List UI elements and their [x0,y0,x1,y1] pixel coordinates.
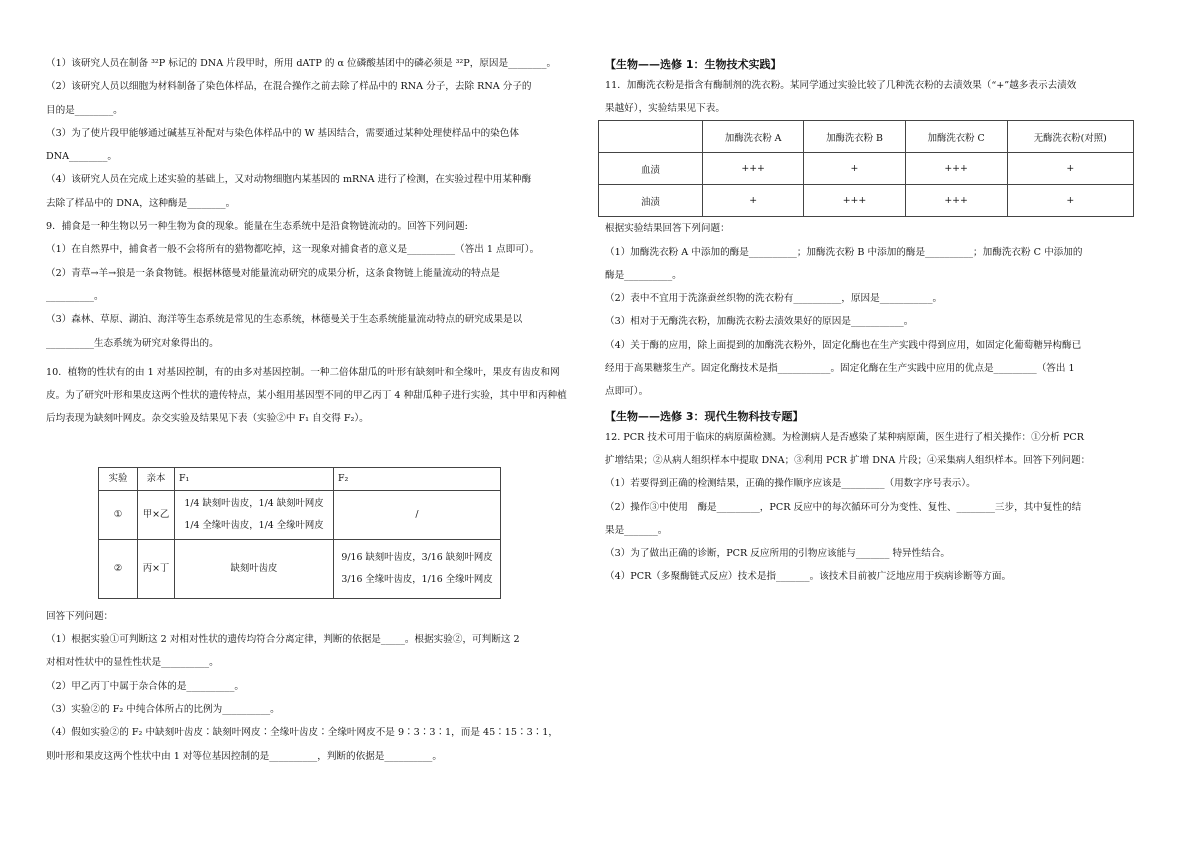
genetics-table [98,467,501,599]
q8-2-line1: （2）该研究人员以细胞为材料制备了染色体样品，在混合操作之前去除了样品中的 RNA 分子，去除 RNA 分子的 [46,81,532,93]
q8-3-line1: （3）为了使片段甲能够通过碱基互补配对与染色体样品中的 W 基因结合，需要通过某种处理使样品中的染色体 [46,127,519,139]
cell-stain: 油渍 [599,185,703,217]
q11-line2: 果越好），实验结果见下表。 [605,103,725,115]
th-control: 无酶洗衣粉(对照) [1007,121,1133,153]
q8-3-line2: DNA________。 [46,151,117,163]
cell-f2-line2: 3/16 全缘叶齿皮，1/16 全缘叶网皮 [341,573,493,585]
detergent-table [598,120,1134,217]
q11-1-line2: 酶是__________。 [605,269,682,281]
q10-4-line1: （4）假如实验②的 F₂ 中缺刻叶齿皮∶缺刻叶网皮∶全缘叶齿皮∶全缘叶网皮不是 9∶3∶3∶1，而是 45∶15∶3∶1， [46,727,558,739]
q11-4-line2: 经用于高果糖浆生产。固定化酶技术是指___________。固定化酶在生产实践中应用的优点是_________（答出 1 [605,363,1075,375]
q8-4-line1: （4）该研究人员在完成上述实验的基础上，又对动物细胞内某基因的 mRNA 进行了检测，在实验过程中用某种酶 [46,174,532,186]
q11-4-line3: 点即可）。 [605,386,649,398]
cell-value: + [804,153,905,185]
th-f1: F₁ [175,467,334,490]
q12-1: （1）若要得到正确的检测结果，正确的操作顺序应该是_________（用数字序号表示）。 [605,478,976,490]
section-heading-elective3: 【生物——选修 3：现代生物科技专题】 [605,409,804,423]
cell-value: +++ [905,153,1007,185]
q10-stem: 10．植物的性状有的由 1 对基因控制，有的由多对基因控制。一种二倍体甜瓜的叶形有缺刻叶和全缘叶，果皮有齿皮和网皮。为了研究叶形和果皮这两个性状的遗传特点，某小组用基因型不同的甲乙丙丁 4 种甜瓜种子进行实验，其中甲和丙种植后均表现为缺刻叶网皮。杂交实验及结果见下表（实验②中 F₁ 自交得 F₂）。 [46,366,567,425]
cell-parents: 甲×乙 [138,490,175,539]
th-powder-a: 加酶洗衣粉 A [703,121,804,153]
q12-4: （4）PCR（多聚酶链式反应）技术是指_______。该技术目前被广泛地应用于疾病诊断等方面。 [605,571,1012,583]
q9-3-line1: （3）森林、草原、湖泊、海洋等生态系统是常见的生态系统，林德曼关于生态系统能量流动特点的研究成果是以 [46,314,523,326]
cell-f2 [334,539,501,598]
table-row [99,490,501,539]
q10-4-line2: 则叶形和果皮这两个性状中由 1 对等位基因控制的是__________，判断的依据是__________。 [46,750,442,762]
table-header-row [599,121,1134,153]
q12-3: （3）为了做出正确的诊断，PCR 反应所用的引物应该能与_______ 特异性结合。 [605,548,951,560]
th-powder-b: 加酶洗衣粉 B [804,121,905,153]
q12-2-line2: 果是_______。 [605,524,668,536]
q12-line1: 12. PCR 技术可用于临床的病原菌检测。为检测病人是否感染了某种病原菌，医生进行了相关操作：①分析 PCR [605,431,1084,443]
q9-2-line2: __________。 [46,290,104,302]
cell-value: +++ [703,153,804,185]
cell-f1 [175,490,334,539]
q9-stem: 9．捕食是一种生物以另一种生物为食的现象。能量在生态系统中是沿食物链流动的。回答下列问题: [46,221,468,233]
cell-experiment: ② [99,539,138,598]
q11-3: （3）相对于无酶洗衣粉，加酶洗衣粉去渍效果好的原因是___________。 [605,316,914,328]
q8-4-line2: 去除了样品中的 DNA，这种酶是________。 [46,197,236,209]
th-experiment: 实验 [99,467,138,490]
cell-stain: 血渍 [599,153,703,185]
cell-experiment: ① [99,490,138,539]
cell-value: +++ [905,185,1007,217]
q10-2: （2）甲乙丙丁中属于杂合体的是__________。 [46,680,244,692]
q12-line2: 扩增结果；②从病人组织样本中提取 DNA；③利用 PCR 扩增 DNA 片段；④采集病人组织样本。回答下列问题： [605,454,1091,466]
table-row [599,153,1134,185]
q9-1: （1）在自然界中，捕食者一般不会将所有的猎物都吃掉，这一现象对捕食者的意义是__________（答出 1 点即可）。 [46,244,540,256]
answer-intro: 回答下列问题： [46,610,114,622]
cell-value: +++ [804,185,905,217]
table-header-row [99,467,501,490]
left-column [46,58,574,774]
cell-value: + [703,185,804,217]
section-heading-elective1: 【生物——选修 1：生物技术实践】 [605,58,782,71]
q10-1-line2: 对相对性状中的显性性状是__________。 [46,657,219,669]
q8-2-line2: 目的是________。 [46,104,123,116]
q8-1: （1）该研究人员在制备 ³²P 标记的 DNA 片段甲时，所用 dATP 的 α 位磷酸基团中的磷必须是 ³²P，原因是________。 [46,58,557,69]
th-powder-c: 加酶洗衣粉 C [905,121,1007,153]
cell-value: + [1007,153,1133,185]
th-f2: F₂ [334,467,501,490]
cell-value: + [1007,185,1133,217]
q10-1-line1: （1）根据实验①可判断这 2 对相对性状的遗传均符合分离定律，判断的依据是_____。根据实验②，可判断这 2 [46,634,520,646]
q9-2-line1: （2）青草→羊→狼是一条食物链。根据林德曼对能量流动研究的成果分析，这条食物链上能量流动的特点是 [46,267,500,279]
q11-intro: 根据实验结果回答下列问题： [605,223,730,235]
q11-1-line1: （1）加酶洗衣粉 A 中添加的酶是__________；加酶洗衣粉 B 中添加的酶是__________；加酶洗衣粉 C 中添加的 [605,246,1083,258]
table-row [99,539,501,598]
q11-line1: 11．加酶洗衣粉是指含有酶制剂的洗衣粉。某同学通过实验比较了几种洗衣粉的去渍效果（“+”越多表示去渍效 [605,80,1077,91]
q11-4-line1: （4）关于酶的应用，除上面提到的加酶洗衣粉外，固定化酶也在生产实践中得到应用，如固定化葡萄糖异构酶已 [605,339,1082,351]
cell-f1: 缺刻叶齿皮 [175,539,334,598]
q11-2: （2）表中不宜用于洗涤蚕丝织物的洗衣粉有__________，原因是___________。 [605,293,943,305]
cell-f1-line1: 1/4 缺刻叶齿皮，1/4 缺刻叶网皮 [184,497,324,509]
right-column [605,58,1135,595]
cell-f1-line2: 1/4 全缘叶齿皮，1/4 全缘叶网皮 [184,519,324,531]
th-blank [599,121,703,153]
q10-3: （3）实验②的 F₂ 中纯合体所占的比例为__________。 [46,703,280,715]
th-parents: 亲本 [138,467,175,490]
cell-f2-line1: 9/16 缺刻叶齿皮，3/16 缺刻叶网皮 [341,551,493,563]
q9-3-line2: __________生态系统为研究对象得出的。 [46,337,219,349]
cell-f2: / [334,490,501,539]
table-row [599,185,1134,217]
cell-parents: 丙×丁 [138,539,175,598]
q12-2-line1: （2）操作③中使用 酶是_________，PCR 反应中的每次循环可分为变性、复性、________三步，其中复性的结 [605,501,1082,513]
